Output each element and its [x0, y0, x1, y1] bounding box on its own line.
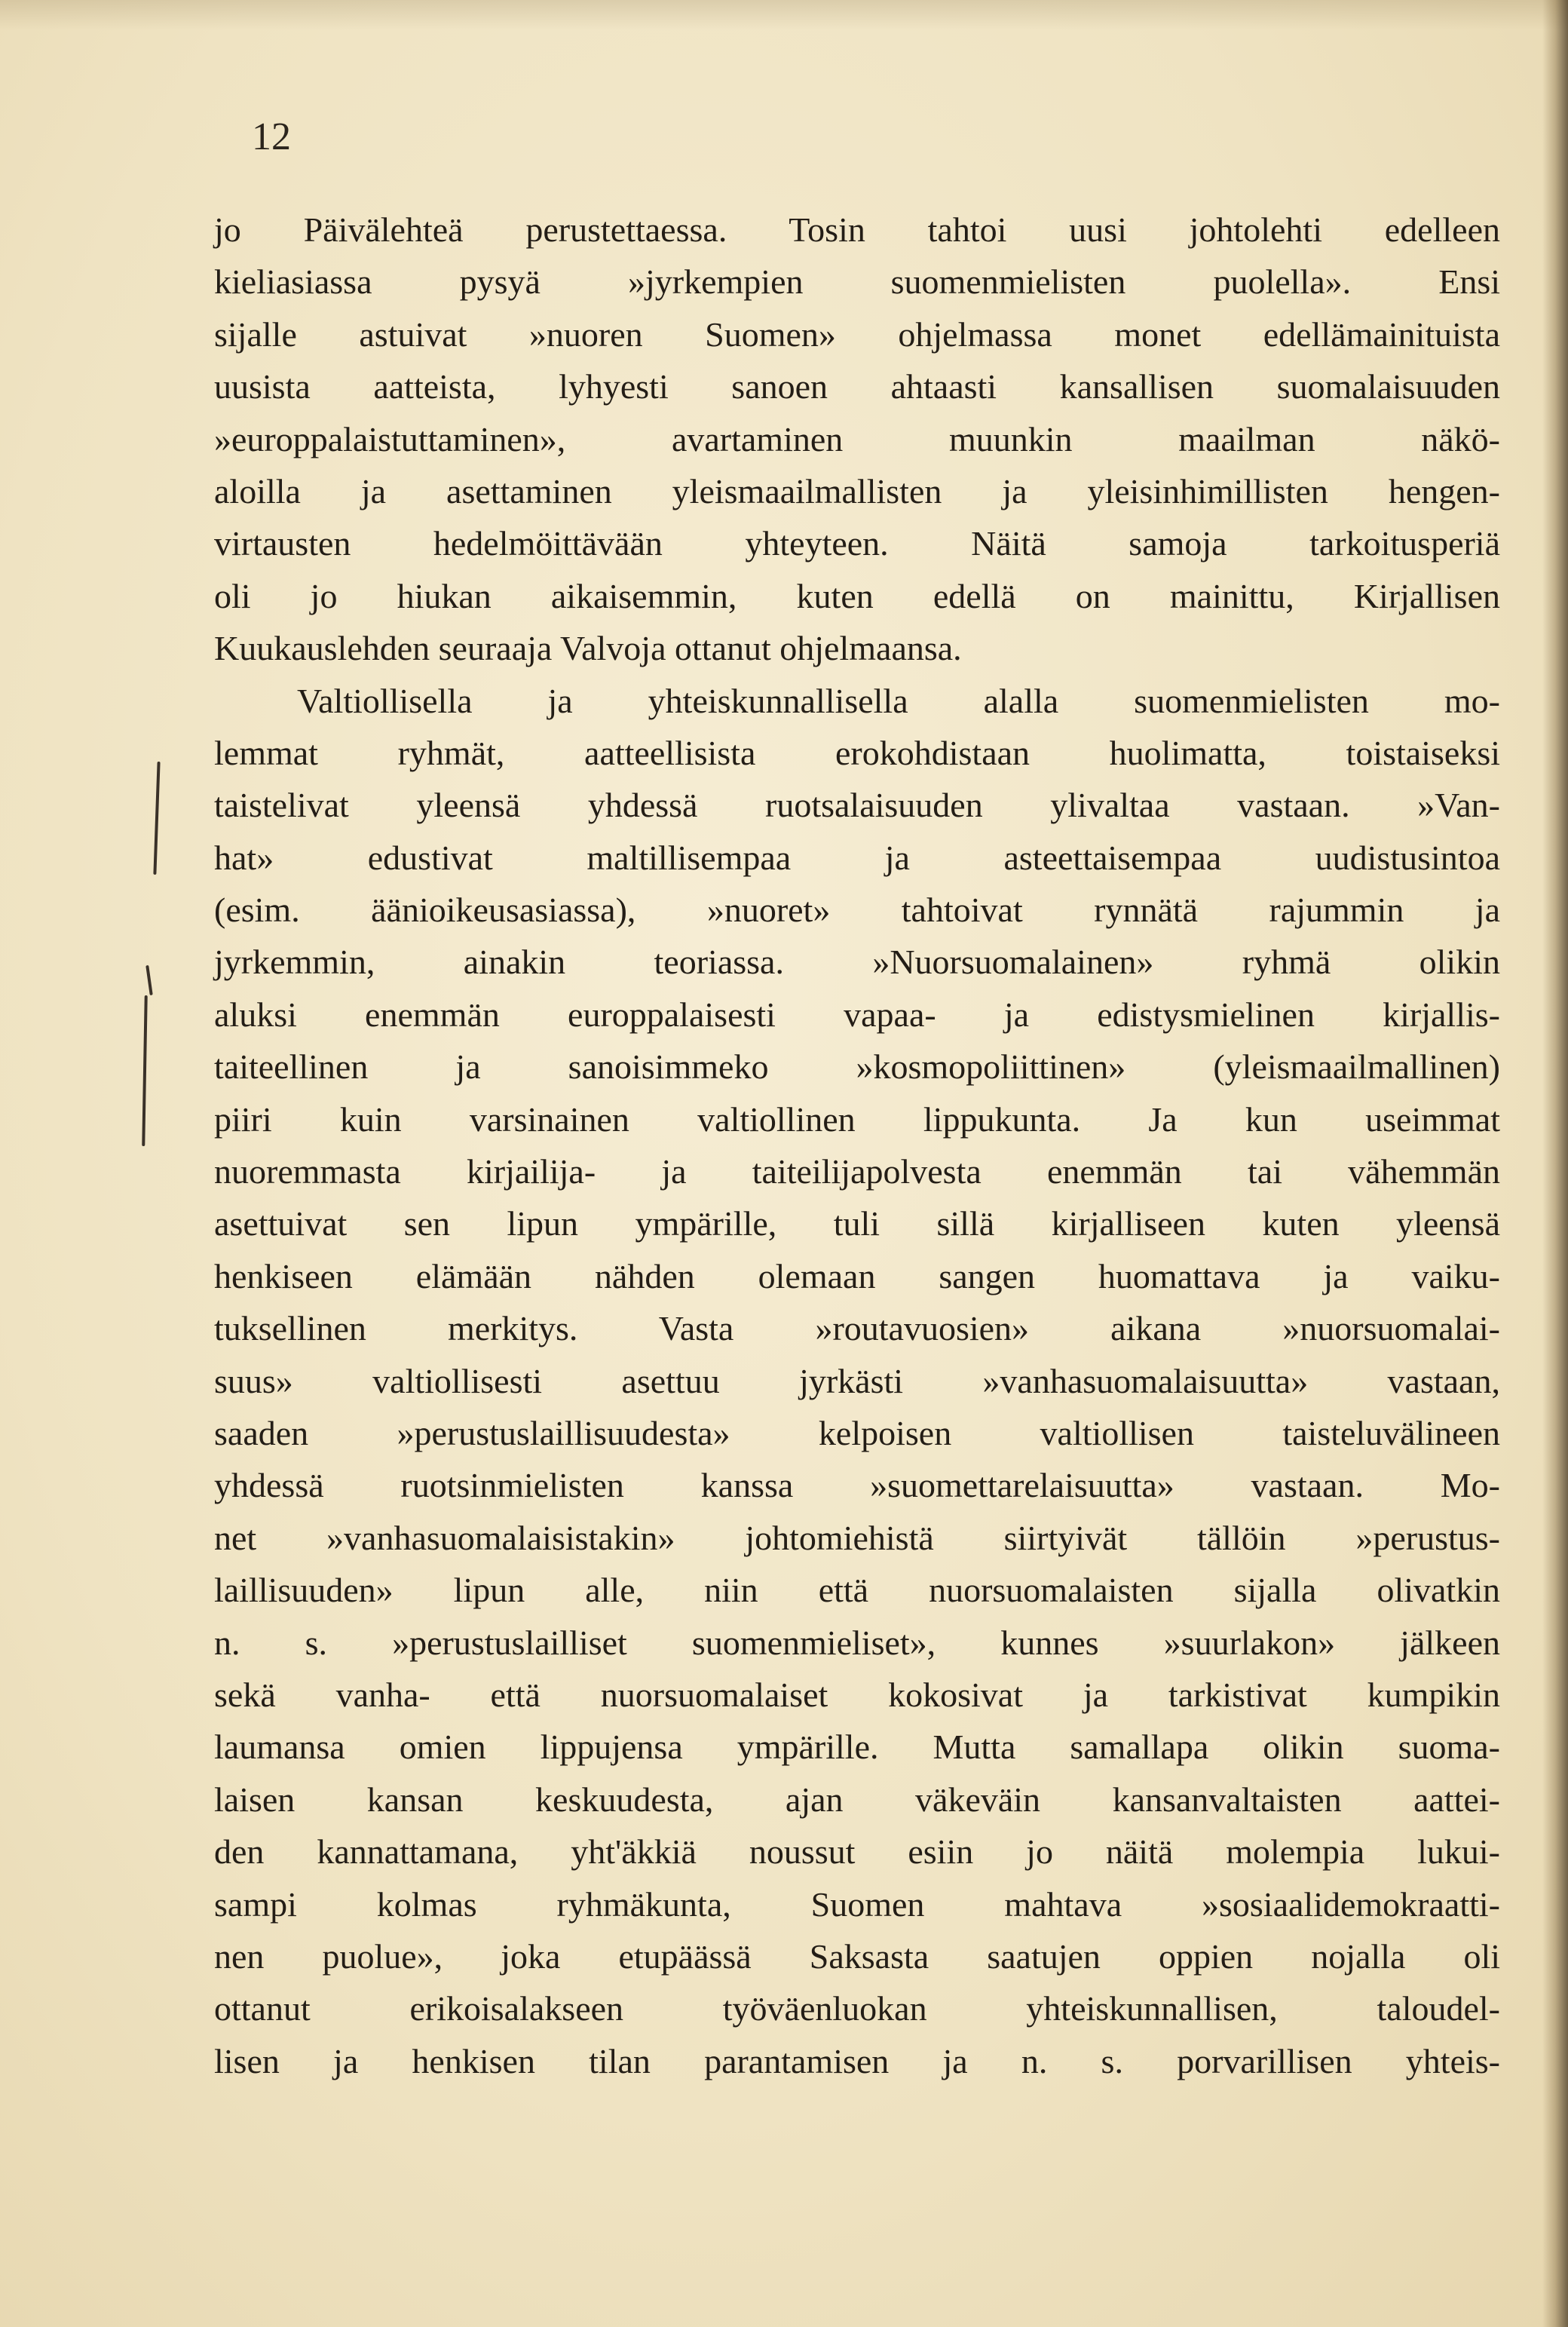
text-line: suus» valtiollisesti asettuu jyrkästi »vanhasuomalaisuutta» vastaan,: [214, 1361, 1500, 1400]
text-line: lisen ja henkisen tilan parantamisen ja n. s. porvarillisen yhteis-: [214, 2041, 1500, 2080]
text-line: sampi kolmas ryhmäkunta, Suomen mahtava »sosiaalidemokraatti-: [214, 1884, 1500, 1924]
text-line: sijalle astuivat »nuoren Suomen» ohjelmassa monet edellämainituista: [214, 314, 1500, 354]
text-line: taiteellinen ja sanoisimmeko »kosmopoliittinen» (yleismaailmallinen): [214, 1047, 1500, 1087]
page-number: 12: [252, 115, 291, 158]
text-line: taistelivat yleensä yhdessä ruotsalaisuuden ylivaltaa vastaan. »Van-: [214, 786, 1500, 825]
text-line: yhdessä ruotsinmielisten kanssa »suomettarelaisuutta» vastaan. Mo-: [214, 1466, 1500, 1505]
text-line: tuksellinen merkitys. Vasta »routavuosien» aikana »nuorsuomalai-: [214, 1309, 1500, 1348]
text-line: »europpalaistuttaminen», avartaminen muunkin maailman näkö-: [214, 419, 1500, 458]
page-right-edge-shadow: [1542, 0, 1568, 2327]
text-line: ottanut erikoisalakseen työväenluokan yhteiskunnallisen, taloudel-: [214, 1989, 1500, 2028]
text-line: nen puolue», joka etupäässä Saksasta saatujen oppien nojalla oli: [214, 1936, 1500, 1976]
text-line: den kannattamana, yht'äkkiä noussut esiin jo näitä molempia lukui-: [214, 1832, 1500, 1872]
text-line: net »vanhasuomalaisistakin» johtomiehistä siirtyivät tällöin »perustus-: [214, 1518, 1500, 1557]
text-line: laisen kansan keskuudesta, ajan väkeväin kansanvaltaisten aattei-: [214, 1780, 1500, 1819]
page-top-shadow: [0, 0, 1568, 30]
margin-pencil-mark: [153, 762, 160, 875]
text-line: aluksi enemmän europpalaisesti vapaa- ja edistysmielinen kirjallis-: [214, 995, 1500, 1034]
text-line: nuoremmasta kirjailija- ja taiteilijapolvesta enemmän tai vähemmän: [214, 1152, 1500, 1191]
text-line: lemmat ryhmät, aatteellisista erokohdistaan huolimatta, toistaiseksi: [214, 733, 1500, 772]
text-line: hat» edustivat maltillisempaa ja asteettaisempaa uudistusintoa: [214, 838, 1500, 877]
text-line: jo Päivälehteä perustettaessa. Tosin tahtoi uusi johtolehti edelleen: [214, 210, 1500, 249]
text-line: laillisuuden» lipun alle, niin että nuorsuomalaisten sijalla olivatkin: [214, 1571, 1500, 1610]
margin-pencil-mark: [145, 965, 153, 995]
text-line: asettuivat sen lipun ympärille, tuli sillä kirjalliseen kuten yleensä: [214, 1204, 1500, 1243]
text-line: uusista aatteista, lyhyesti sanoen ahtaasti kansallisen suomalaisuuden: [214, 367, 1500, 406]
text-line: aloilla ja asettaminen yleismaailmallisten ja yleisinhimillisten hengen-: [214, 471, 1500, 510]
text-line: jyrkemmin, ainakin teoriassa. »Nuorsuomalainen» ryhmä olikin: [214, 943, 1500, 982]
margin-pencil-mark: [142, 995, 147, 1146]
paragraph-start-line: Valtiollisella ja yhteiskunnallisella alalla suomenmielisten mo-: [297, 681, 1500, 720]
text-line: kieliasiassa pysyä »jyrkempien suomenmielisten puolella». Ensi: [214, 262, 1500, 302]
text-line: n. s. »perustuslailliset suomenmieliset», kunnes »suurlakon» jälkeen: [214, 1623, 1500, 1662]
text-line: (esim. äänioikeusasiassa), »nuoret» tahtoivat rynnätä rajummin ja: [214, 891, 1500, 930]
text-line: Kuukauslehden seuraaja Valvoja ottanut ohjelmaansa.: [214, 629, 962, 668]
text-line: virtausten hedelmöittävään yhteyteen. Näitä samoja tarkoitusperiä: [214, 524, 1500, 563]
text-line: saaden »perustuslaillisuudesta» kelpoisen valtiollisen taisteluvälineen: [214, 1413, 1500, 1452]
text-line: sekä vanha- että nuorsuomalaiset kokosivat ja tarkistivat kumpikin: [214, 1675, 1500, 1714]
text-line: henkiseen elämään nähden olemaan sangen huomattava ja vaiku-: [214, 1256, 1500, 1295]
text-line: oli jo hiukan aikaisemmin, kuten edellä on mainittu, Kirjallisen: [214, 576, 1500, 615]
text-line: laumansa omien lippujensa ympärille. Mutta samallapa olikin suoma-: [214, 1728, 1500, 1767]
text-line: piiri kuin varsinainen valtiollinen lippukunta. Ja kun useimmat: [214, 1099, 1500, 1139]
body-text: [214, 204, 1500, 2087]
